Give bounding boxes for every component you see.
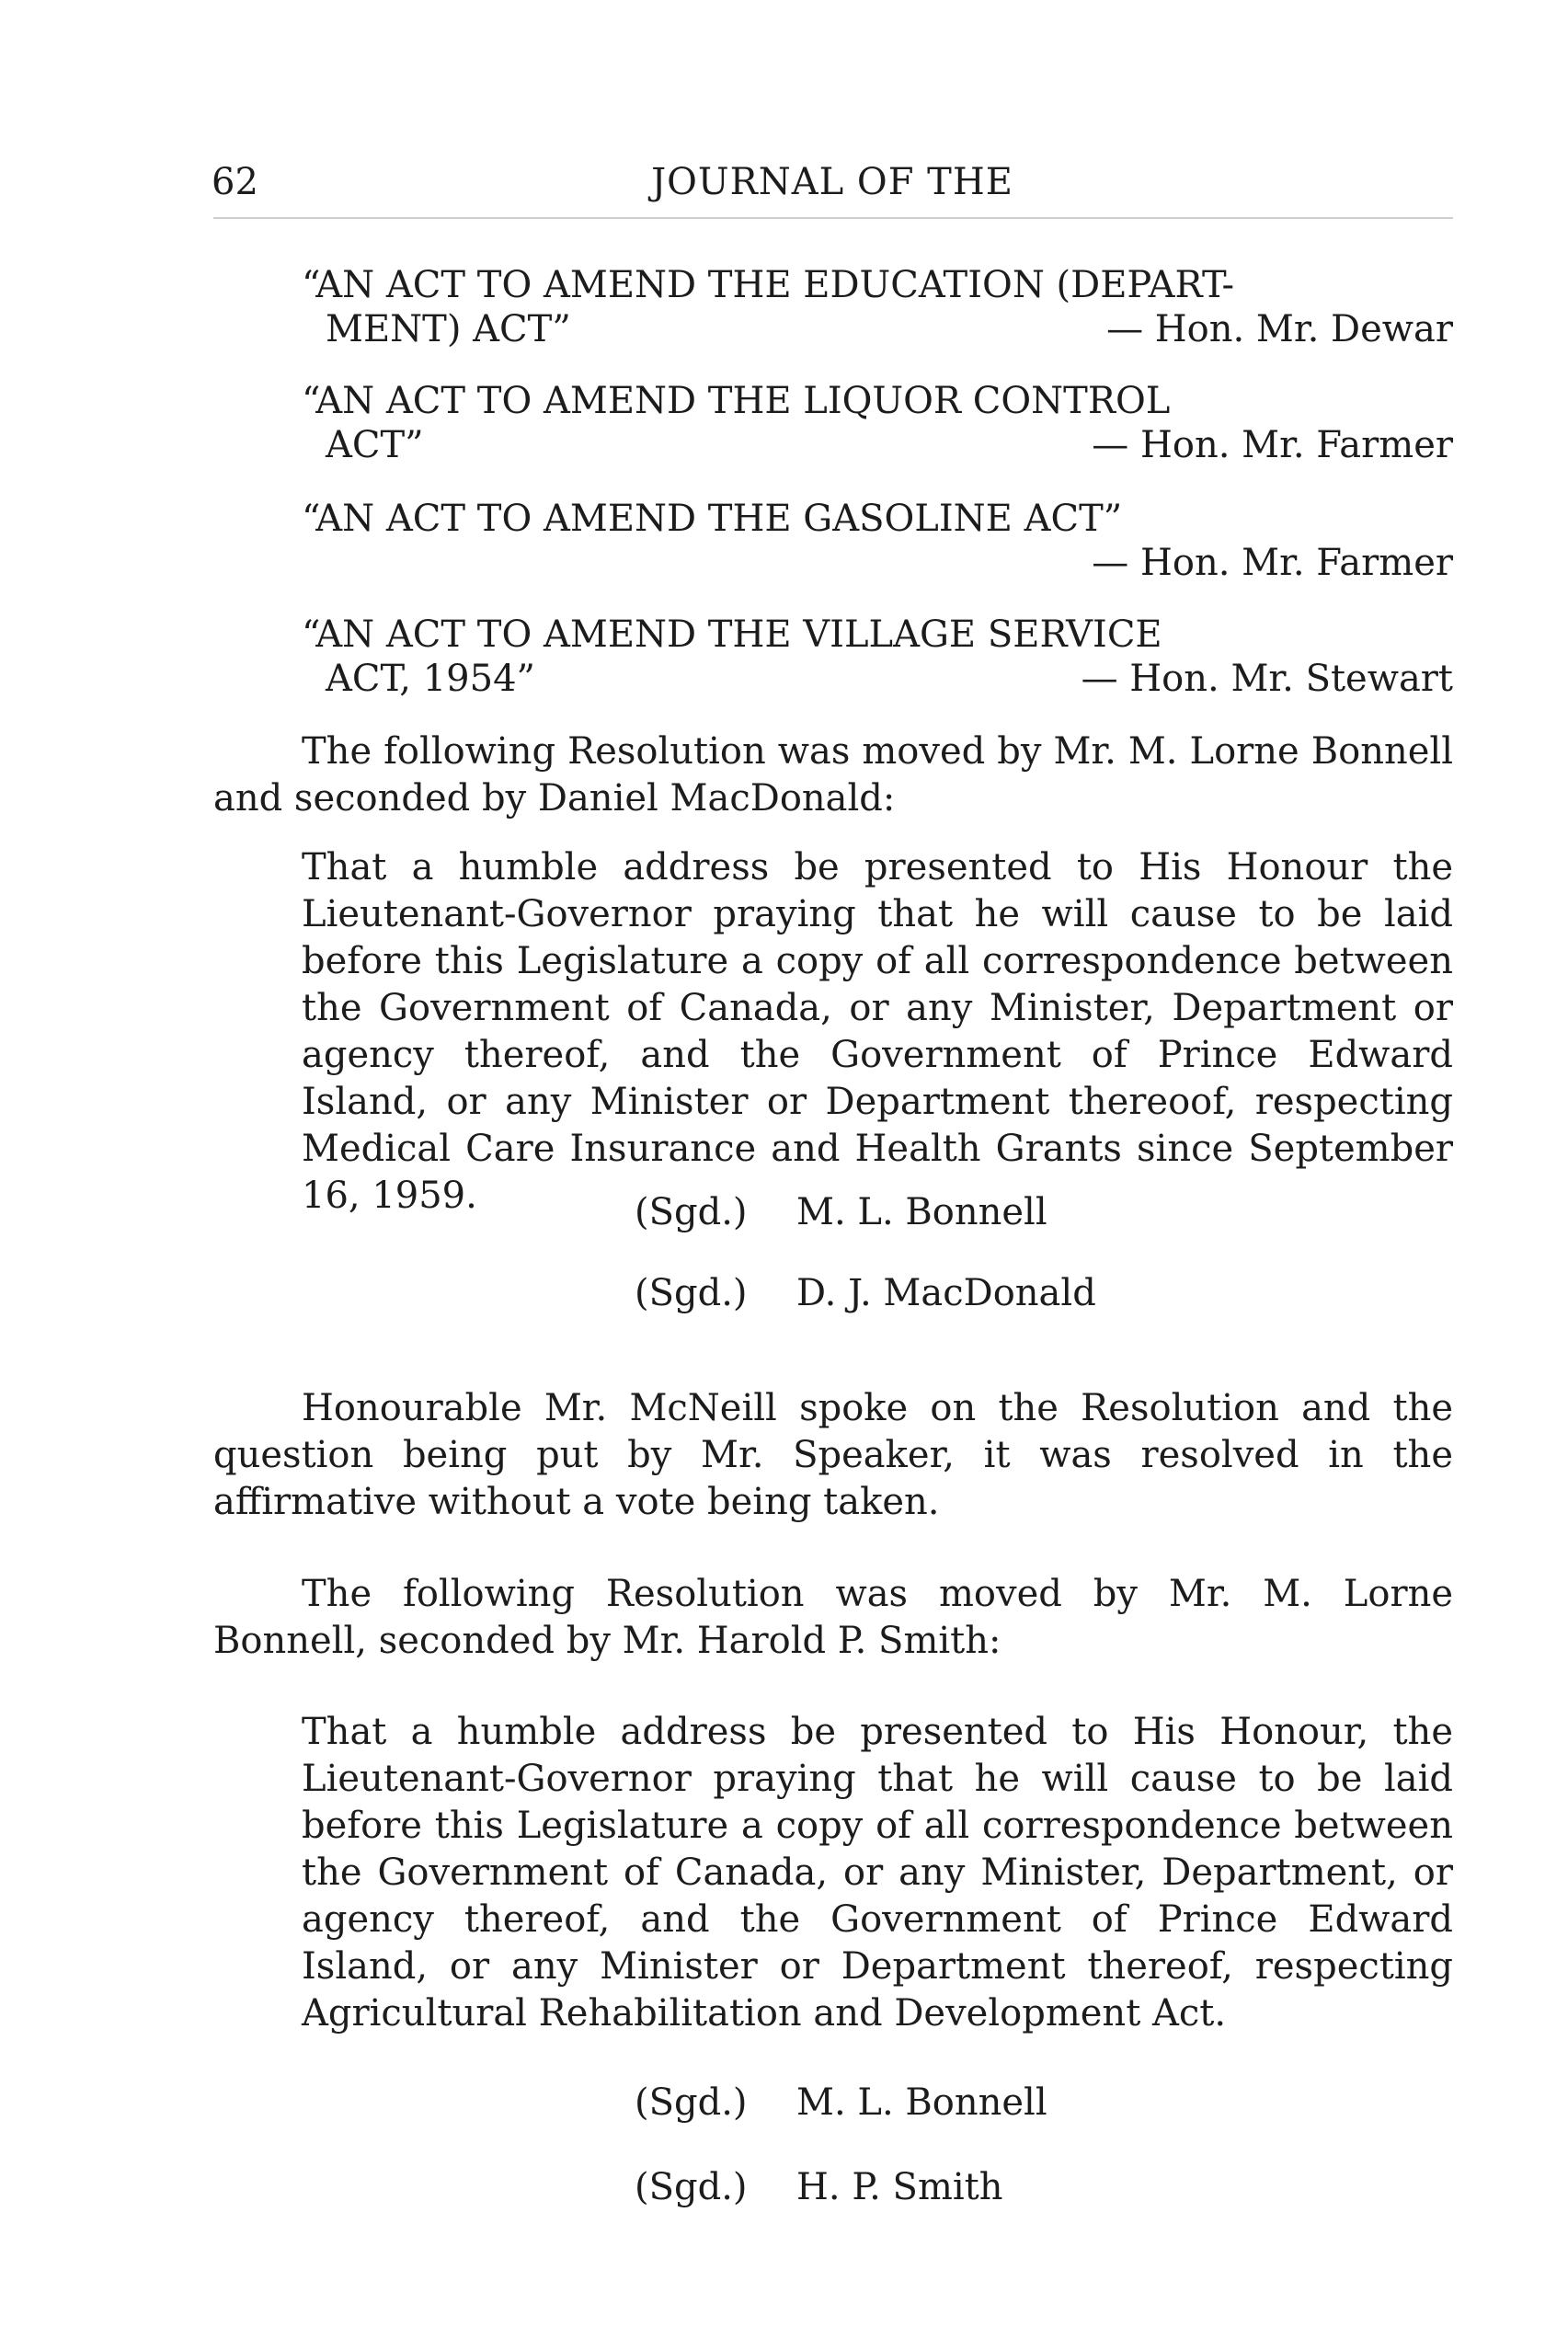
bill-entry [302, 263, 1453, 351]
resolution-text: That a humble address be presented to His Honour, the Lieutenant-Governor praying that he will cause to be laid before this Legislature a copy of all correspondence between the Government of Canada, or any Minister, Department, or agency thereof, and the Government of Prince Edward Island, or any Minister or Department thereof, respecting Agricultural Rehabilitation and Development Act. [302, 1711, 1453, 2035]
bill-title-continuation: ACT” [326, 424, 424, 466]
signature-line [635, 1271, 1096, 1315]
signature-name: D. J. MacDonald [796, 1272, 1096, 1314]
bill-title-continuation: ACT, 1954” [326, 658, 535, 700]
bill-mover: — Hon. Mr. Stewart [1081, 658, 1453, 700]
signature-prefix: (Sgd.) [635, 2166, 748, 2208]
resolution-outcome: Honourable Mr. McNeill spoke on the Resolution and the question being put by Mr. Speaker, it was resolved in the affirmative without a vote being taken. [213, 1387, 1453, 1523]
bill-title-continuation: MENT) ACT” [326, 308, 571, 350]
signature-name: H. P. Smith [796, 2166, 1003, 2208]
resolution-intro: The following Resolution was moved by Mr. M. Lorne Bonnell and seconded by Daniel MacDonald: [213, 730, 1453, 820]
bill-mover: — Hon. Mr. Farmer [1092, 424, 1453, 466]
resolution-intro: The following Resolution was moved by Mr. M. Lorne Bonnell, seconded by Mr. Harold P. Smith: [213, 1573, 1453, 1662]
running-head [212, 155, 1453, 210]
bill-title: “AN ACT TO AMEND THE EDUCATION (DEPART- [302, 264, 1235, 306]
resolution-text: That a humble address be presented to His Honour the Lieutenant-Governor praying that he will cause to be laid before this Legislature a copy of all correspondence between the Government of Canada, or any Minister, Department or agency thereof, and the Government of Prince Edward Island, or any Minister or Department thereoof, respecting Medical Care Insurance and Health Grants since September 16, 1959. [302, 846, 1453, 1217]
signature-name: M. L. Bonnell [796, 2081, 1047, 2124]
journal-title: JOURNAL OF THE [651, 161, 1013, 203]
signature-prefix: (Sgd.) [635, 1272, 748, 1314]
bill-mover: — Hon. Mr. Dewar [1106, 308, 1453, 350]
signature-line [635, 2165, 1003, 2209]
bill-entry [302, 613, 1453, 701]
bill-title: “AN ACT TO AMEND THE GASOLINE ACT” [302, 498, 1123, 540]
bill-mover: — Hon. Mr. Farmer [1092, 542, 1453, 584]
bill-title: “AN ACT TO AMEND THE VILLAGE SERVICE [302, 613, 1162, 656]
signature-line [635, 2081, 1047, 2125]
bill-title: “AN ACT TO AMEND THE LIQUOR CONTROL [302, 380, 1171, 422]
page-number: 62 [212, 161, 258, 203]
signature-name: M. L. Bonnell [796, 1191, 1047, 1233]
signature-prefix: (Sgd.) [635, 2081, 748, 2124]
signature-prefix: (Sgd.) [635, 1191, 748, 1233]
bill-entry [302, 379, 1453, 467]
bill-entry [302, 497, 1453, 585]
header-rule [213, 217, 1453, 219]
signature-line [635, 1190, 1047, 1234]
